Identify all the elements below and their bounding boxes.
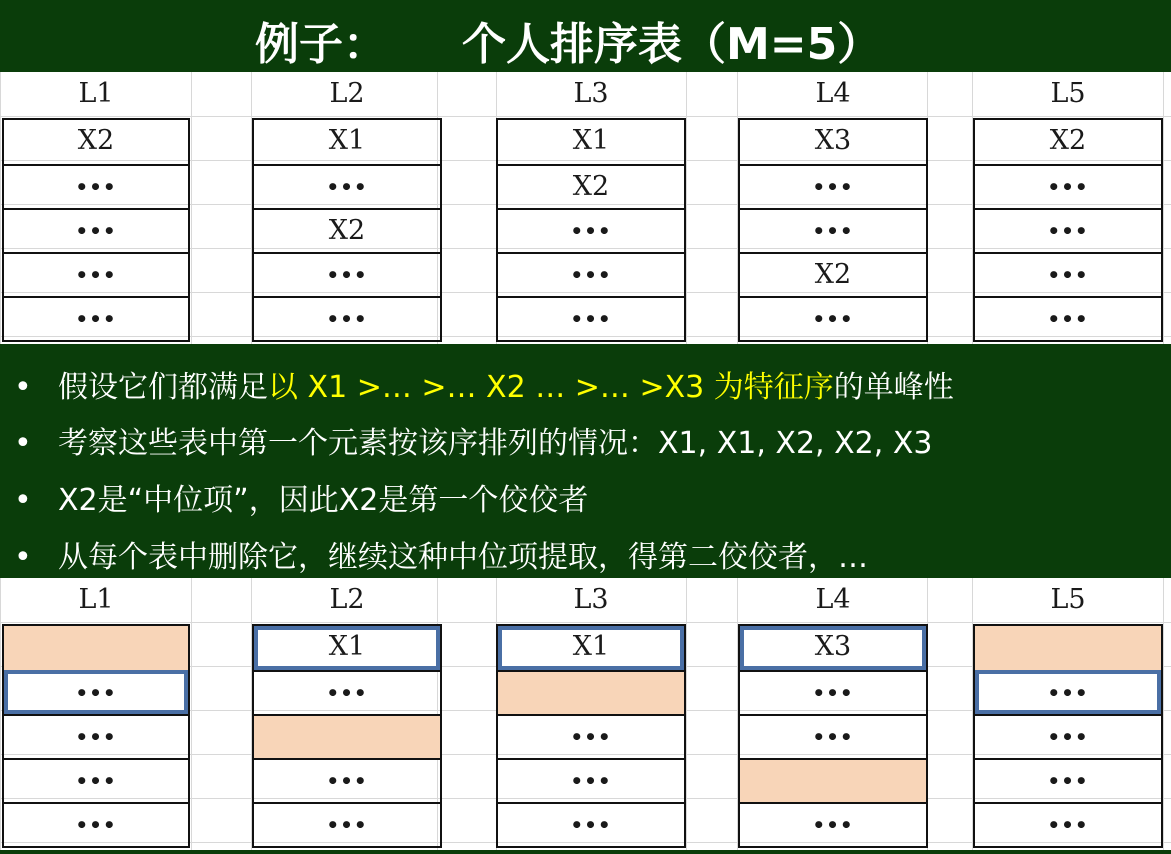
top-cell: ••• xyxy=(254,164,440,208)
bottom-cell: ••• xyxy=(975,670,1161,714)
bottom-cell: X1 xyxy=(254,626,440,670)
bottom-cell: X3 xyxy=(740,626,926,670)
top-cell: ••• xyxy=(498,296,684,340)
top-cell: ••• xyxy=(254,296,440,340)
bottom-cell: ••• xyxy=(498,802,684,846)
bullet-4: • 从每个表中删除它，继续这种中位项提取，得第二佼佼者，… xyxy=(14,540,868,575)
top-column-l4 xyxy=(738,118,928,342)
bottom-cell xyxy=(740,758,926,802)
title-main: 个人排序表（M=5） xyxy=(462,19,882,70)
bottom-cell: ••• xyxy=(498,758,684,802)
top-cell: ••• xyxy=(975,208,1161,252)
bullet-1-text-a: 假设它们都满足 xyxy=(58,370,268,405)
top-cell: X2 xyxy=(1049,125,1087,156)
bottom-cell: ••• xyxy=(4,670,188,714)
bottom-cell: ••• xyxy=(740,802,926,846)
bottom-cell xyxy=(498,670,684,714)
top-cell: ••• xyxy=(498,208,684,252)
bottom-header-l1: L1 xyxy=(78,584,114,615)
top-cell: X3 xyxy=(814,125,852,156)
bullet-1-highlight: 以 X1 >… >… X2 … >… >X3 为特征序 xyxy=(268,370,834,405)
bottom-header-l3: L3 xyxy=(573,584,609,615)
top-cell: X1 xyxy=(572,125,610,156)
slide-title xyxy=(0,0,1171,72)
top-cell: ••• xyxy=(975,164,1161,208)
bullet-3: • X2是“中位项”，因此X2是第一个佼佼者 xyxy=(14,483,589,518)
bullet-list xyxy=(0,344,1171,578)
top-cell: X2 xyxy=(254,208,440,252)
top-table xyxy=(0,72,1171,344)
gridline xyxy=(191,578,192,850)
top-header-l4: L4 xyxy=(815,78,851,109)
bullet-1-text-b: 的单峰性 xyxy=(833,370,954,405)
bullet-2-text: 考察这些表中第一个元素按该序排列的情况：X1, X1, X2, X2, X3 xyxy=(58,426,933,461)
top-cell: X2 xyxy=(77,125,115,156)
top-cell: ••• xyxy=(4,208,188,252)
gridline xyxy=(0,116,1171,117)
bottom-cell: ••• xyxy=(975,714,1161,758)
top-column-l1 xyxy=(2,118,190,342)
bullet-2: • 考察这些表中第一个元素按该序排列的情况：X1, X1, X2, X2, X3 xyxy=(14,426,933,461)
top-cell: ••• xyxy=(740,208,926,252)
top-header-l5: L5 xyxy=(1050,78,1086,109)
bottom-bar xyxy=(0,850,1171,854)
top-cell: ••• xyxy=(498,252,684,296)
bottom-table xyxy=(0,578,1171,850)
bottom-cell: X1 xyxy=(498,626,684,670)
top-cell: ••• xyxy=(740,296,926,340)
gridline xyxy=(686,578,687,850)
gridline xyxy=(0,72,1,344)
bottom-header-l4: L4 xyxy=(815,584,851,615)
top-cell: ••• xyxy=(254,252,440,296)
top-header-l1: L1 xyxy=(78,78,114,109)
top-column-l3 xyxy=(496,118,686,342)
top-cell: X1 xyxy=(328,125,366,156)
title-prefix: 例子： xyxy=(255,19,387,70)
top-cell: ••• xyxy=(975,296,1161,340)
bottom-cell xyxy=(4,626,188,670)
top-cell: ••• xyxy=(4,252,188,296)
top-header-l3: L3 xyxy=(573,78,609,109)
bullet-4-text: 从每个表中删除它，继续这种中位项提取，得第二佼佼者，… xyxy=(58,540,868,575)
bottom-header-l5: L5 xyxy=(1050,584,1086,615)
top-header-l2: L2 xyxy=(329,78,365,109)
top-column-l2 xyxy=(252,118,442,342)
bottom-column-l2 xyxy=(252,624,442,848)
bottom-cell: ••• xyxy=(4,758,188,802)
top-cell: ••• xyxy=(4,164,188,208)
bottom-cell: ••• xyxy=(740,670,926,714)
top-cell: X2 xyxy=(740,252,926,296)
bottom-cell: ••• xyxy=(975,802,1161,846)
bottom-cell: ••• xyxy=(498,714,684,758)
bottom-cell xyxy=(975,626,1161,670)
bottom-cell: ••• xyxy=(740,714,926,758)
bullet-3-text: X2是“中位项”，因此X2是第一个佼佼者 xyxy=(58,483,589,518)
bottom-cell: ••• xyxy=(254,670,440,714)
bottom-cell: ••• xyxy=(254,802,440,846)
gridline xyxy=(0,578,1,850)
bullet-1: • 假设它们都满足以 X1 >… >… X2 … >… >X3 为特征序的单峰性 xyxy=(14,370,954,405)
top-cell: ••• xyxy=(4,296,188,340)
bottom-column-l1 xyxy=(2,624,190,848)
top-cell: X2 xyxy=(498,164,684,208)
gridline xyxy=(1163,578,1164,850)
gridline xyxy=(1163,72,1164,344)
top-column-l5 xyxy=(973,118,1163,342)
gridline xyxy=(191,72,192,344)
top-cell: ••• xyxy=(975,252,1161,296)
bottom-cell: ••• xyxy=(975,758,1161,802)
bottom-column-l3 xyxy=(496,624,686,848)
gridline xyxy=(686,72,687,344)
bottom-header-l2: L2 xyxy=(329,584,365,615)
bottom-column-l5 xyxy=(973,624,1163,848)
bottom-column-l4 xyxy=(738,624,928,848)
bottom-cell xyxy=(254,714,440,758)
bottom-cell: ••• xyxy=(4,802,188,846)
gridline xyxy=(0,622,1171,623)
top-cell: ••• xyxy=(740,164,926,208)
bottom-cell: ••• xyxy=(254,758,440,802)
bottom-cell: ••• xyxy=(4,714,188,758)
